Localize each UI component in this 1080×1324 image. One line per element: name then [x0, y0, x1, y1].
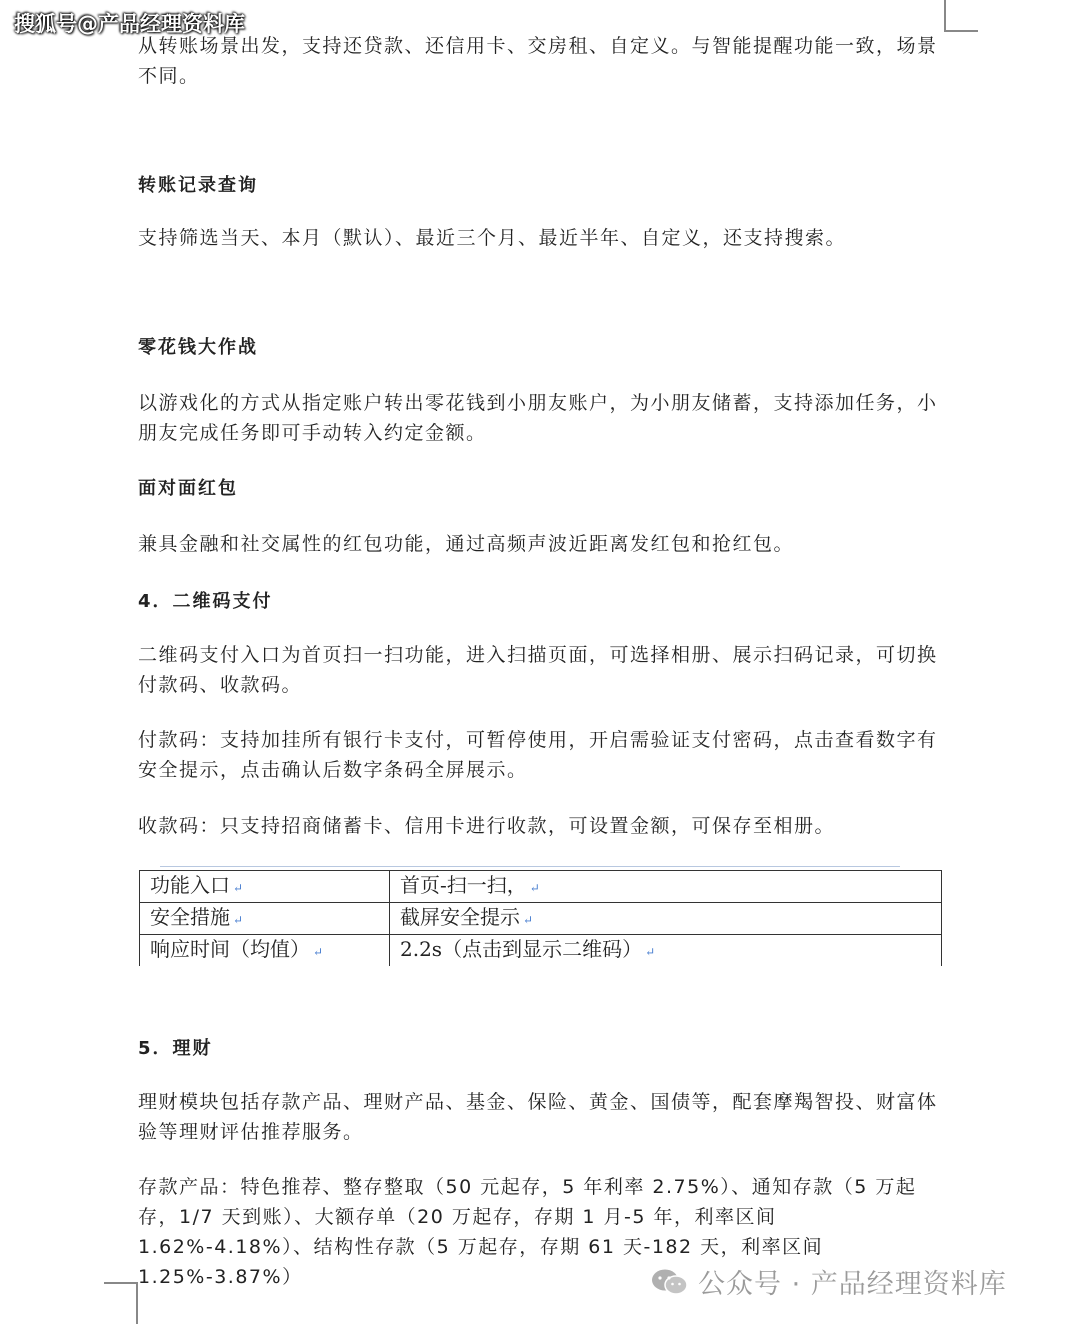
table-row — [140, 903, 942, 935]
paragraph-deposit-products: 存款产品：特色推荐、整存整取（50 元起存，5 年利率 2.75%）、通知存款（5 万起存，1/7 天到账）、大额存单（20 万起存，存期 1 月-5 年，利率区间 1.62%-4.18%）、结构性存款（5 万起存，存期 61 天-182 天，利率区间 1.25%-3.87%） — [138, 1176, 917, 1288]
qr-info-table — [139, 870, 942, 966]
watermark-top: 搜狐号@产品经理资料库 — [14, 12, 245, 36]
return-mark-icon: ↵ — [645, 945, 656, 959]
table-cell-value: 首页-扫一扫， ↵ — [390, 871, 942, 903]
table-cell-key: 安全措施 ↵ — [140, 903, 390, 935]
table-cell-value: 截屏安全提示 ↵ — [390, 903, 942, 935]
heading-wealth: 5．理财 — [138, 1038, 213, 1059]
table-cell-key: 功能入口 ↵ — [140, 871, 390, 903]
paragraph-qr-entry: 二维码支付入口为首页扫一扫功能，进入扫描页面，可选择相册、展示扫码记录，可切换付款码、收款码。 — [138, 644, 938, 696]
heading-qr-payment: 4．二维码支付 — [138, 591, 273, 612]
crop-mark-bottom-left — [104, 1282, 138, 1324]
paragraph-wealth-intro: 理财模块包括存款产品、理财产品、基金、保险、黄金、国债等，配套摩羯智投、财富体验等理财评估推荐服务。 — [138, 1091, 938, 1143]
table-row — [140, 871, 942, 903]
table-cell-value: 2.2s（点击到显示二维码） ↵ — [390, 935, 942, 967]
paragraph-pay-code: 付款码：支持加挂所有银行卡支付，可暂停使用，开启需验证支付密码，点击查看数字有安全提示，点击确认后数字条码全屏展示。 — [138, 729, 938, 781]
table-cell-key: 响应时间（均值） ↵ — [140, 935, 390, 967]
return-mark-icon: ↵ — [523, 913, 534, 927]
return-mark-icon: ↵ — [313, 945, 324, 959]
paragraph-red-packet: 兼具金融和社交属性的红包功能，通过高频声波近距离发红包和抢红包。 — [138, 533, 795, 555]
paragraph-transfer-scene: 从转账场景出发，支持还贷款、还信用卡、交房租、自定义。与智能提醒功能一致，场景不同。 — [138, 35, 938, 87]
wechat-icon — [650, 1267, 690, 1297]
return-mark-icon: ↵ — [529, 881, 540, 895]
paragraph-pocket-money: 以游戏化的方式从指定账户转出零花钱到小朋友账户，为小朋友储蓄，支持添加任务，小朋友完成任务即可手动转入约定金额。 — [138, 392, 938, 444]
table-row — [140, 935, 942, 967]
return-mark-icon: ↵ — [233, 881, 244, 895]
watermark-bottom-text: 公众号 · 产品经理资料库 — [698, 1269, 1007, 1300]
paragraph-transfer-record: 支持筛选当天、本月（默认）、最近三个月、最近半年、自定义，还支持搜索。 — [138, 227, 847, 249]
heading-pocket-money: 零花钱大作战 — [138, 337, 258, 358]
heading-transfer-record: 转账记录查询 — [138, 175, 258, 196]
table-top-rule — [160, 866, 900, 867]
return-mark-icon: ↵ — [233, 913, 244, 927]
crop-mark-top-right — [944, 0, 978, 32]
watermark-bottom — [650, 1262, 1007, 1301]
heading-red-packet: 面对面红包 — [138, 478, 238, 499]
paragraph-receive-code: 收款码：只支持招商储蓄卡、信用卡进行收款，可设置金额，可保存至相册。 — [138, 815, 836, 837]
